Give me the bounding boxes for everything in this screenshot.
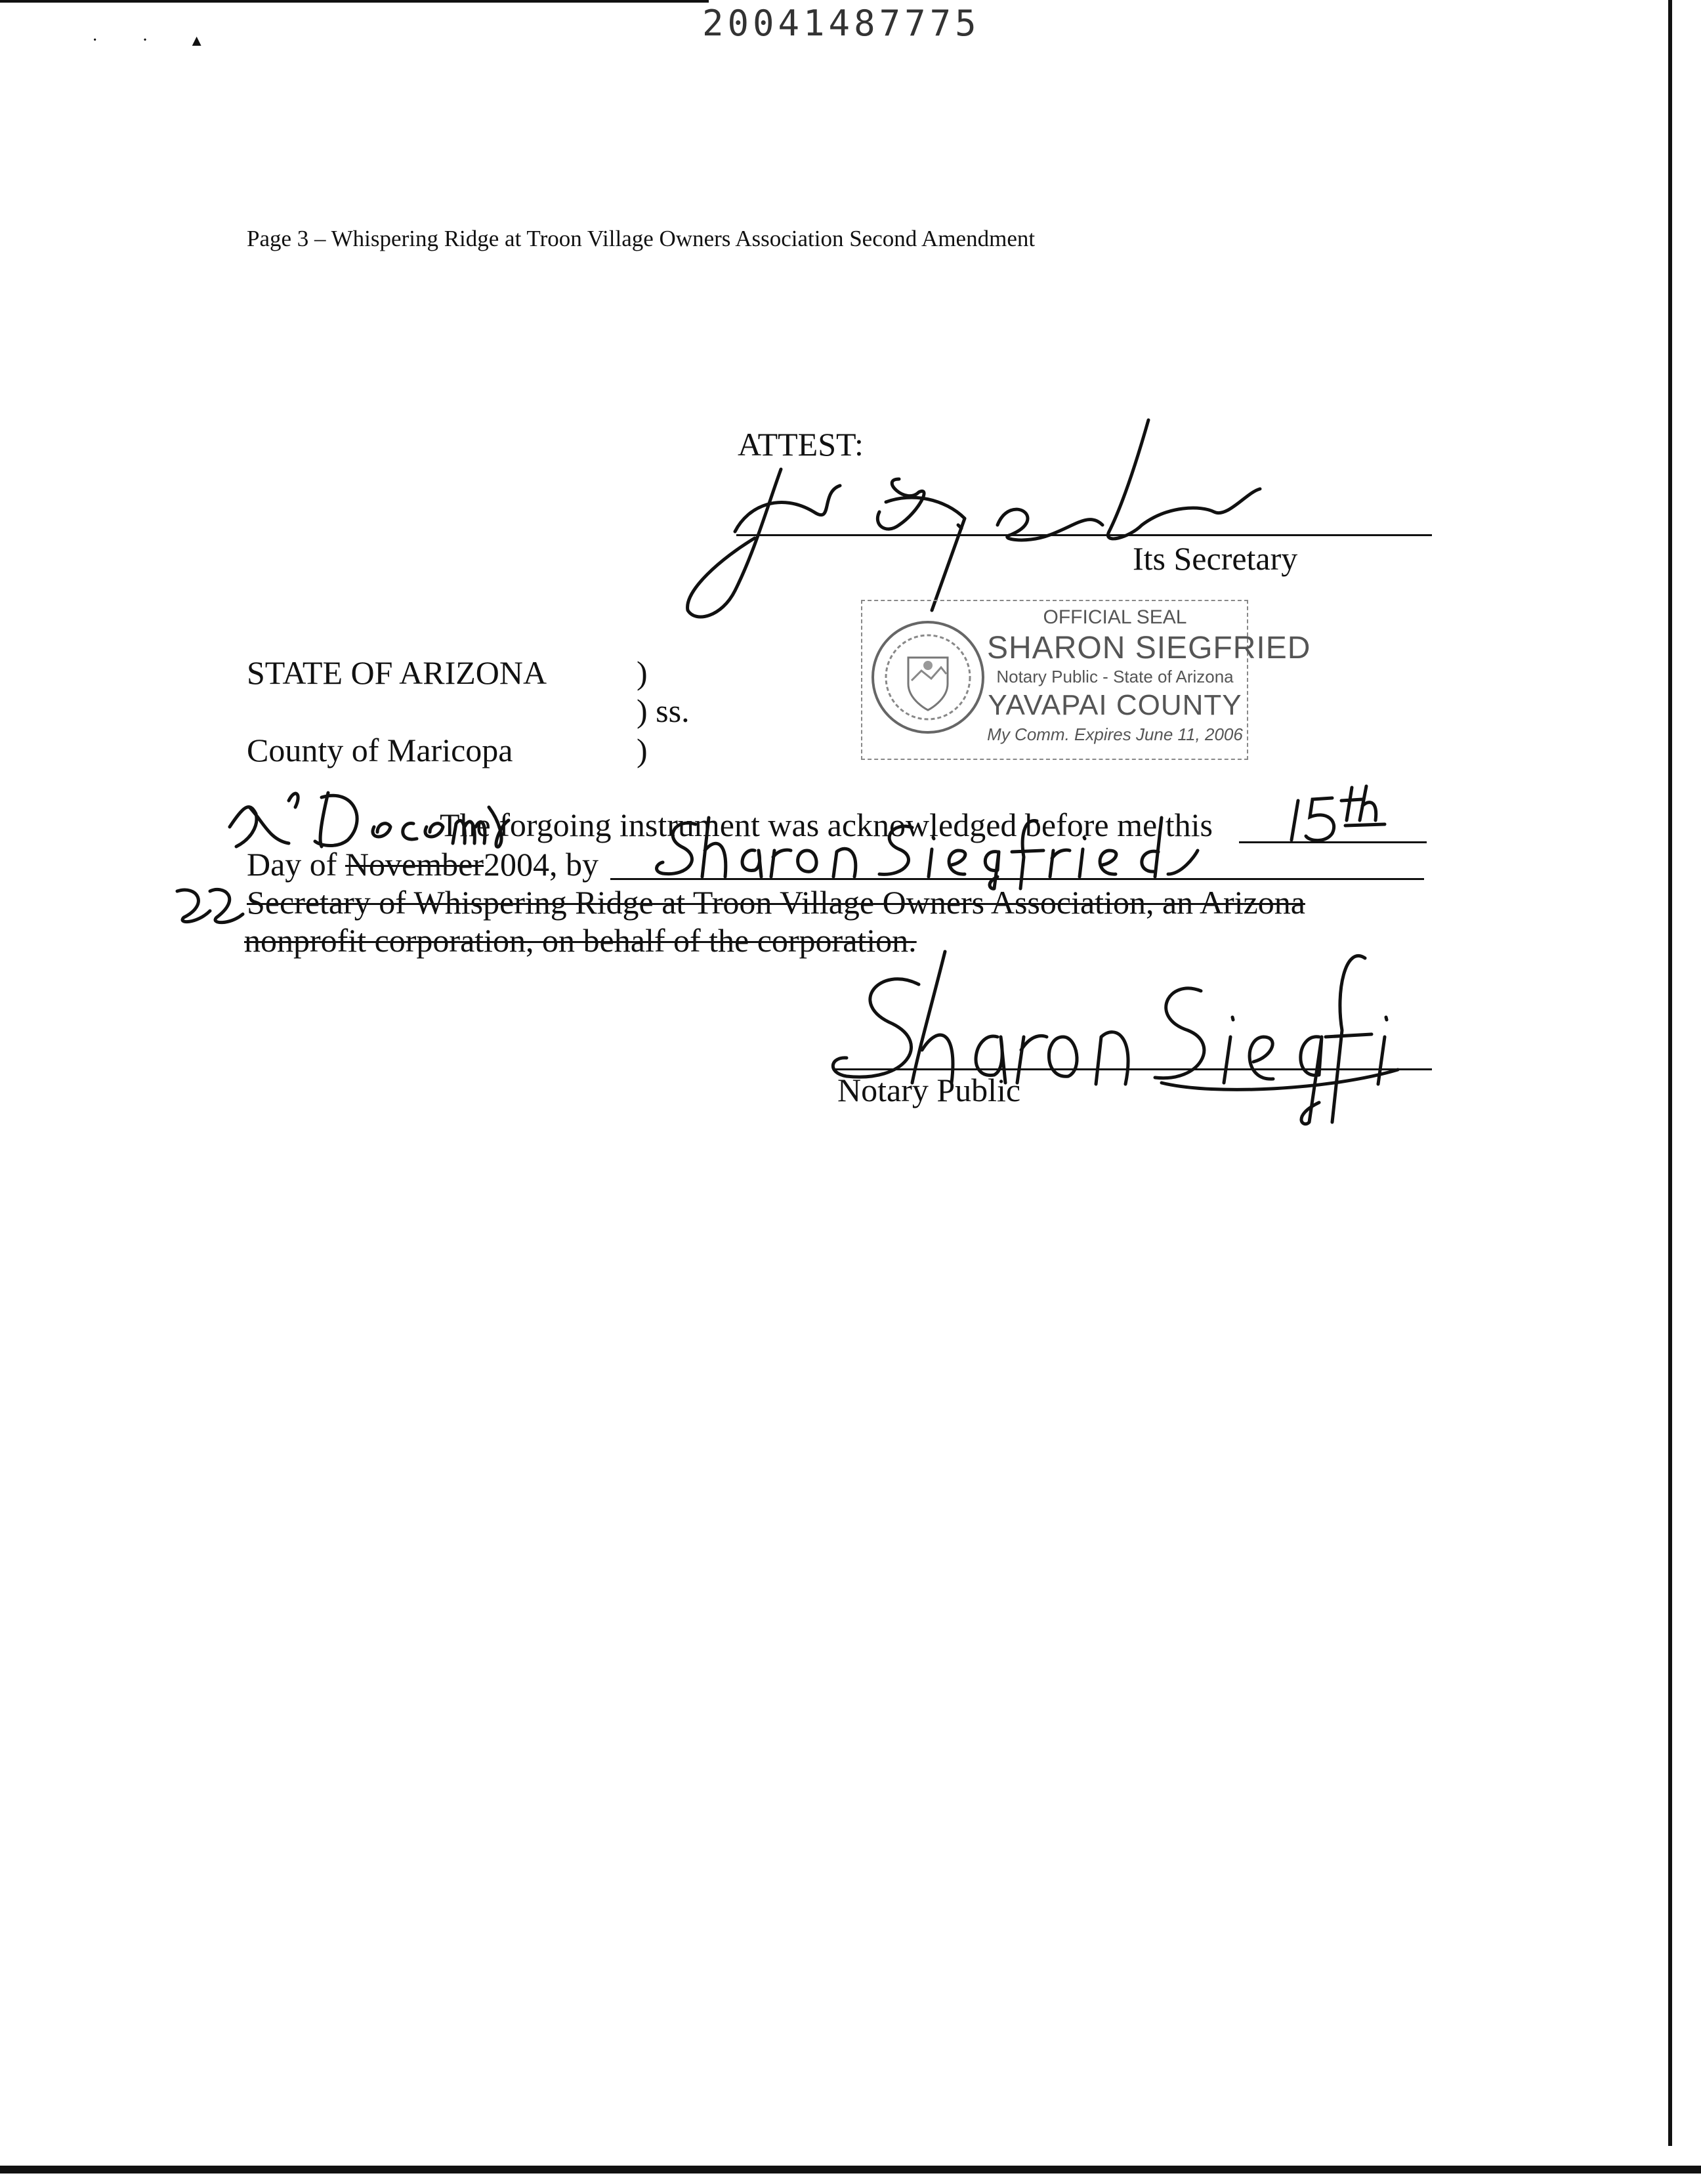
handwritten-initials bbox=[171, 878, 249, 931]
venue-state: STATE OF ARIZONA bbox=[247, 654, 547, 691]
secretary-signature-line bbox=[736, 534, 1432, 536]
attest-label: ATTEST: bbox=[738, 426, 864, 463]
notary-seal bbox=[861, 600, 1311, 760]
scan-border-bottom bbox=[0, 2166, 1701, 2174]
scan-border-top bbox=[0, 0, 709, 3]
acknowledgment-struck-line: nonprofit corporation, on behalf of the corporation. bbox=[244, 922, 917, 959]
seal-line-official: OFFICIAL SEAL bbox=[1043, 606, 1187, 628]
year-by-text: 2004, by bbox=[484, 846, 598, 883]
secretary-signature bbox=[682, 413, 1286, 630]
secretary-title: Its Secretary bbox=[1133, 540, 1298, 577]
handwritten-day-15th bbox=[1286, 781, 1418, 847]
venue-paren: ) bbox=[637, 732, 648, 768]
venue-ss: ) ss. bbox=[637, 692, 690, 729]
scan-specks: · · ▴ bbox=[92, 30, 221, 51]
handwritten-month-december bbox=[223, 781, 512, 860]
seal-line-county: YAVAPAI COUNTY bbox=[988, 689, 1242, 721]
seal-line-expires: My Comm. Expires June 11, 2006 bbox=[987, 724, 1243, 744]
scan-border-right bbox=[1668, 0, 1672, 2146]
state-seal-icon bbox=[869, 618, 987, 736]
month-struck: November bbox=[345, 846, 484, 883]
acknowledgment-line: The forgoing instrument was acknowledged before me this bbox=[440, 807, 1213, 843]
notary-public-label: Notary Public bbox=[837, 1072, 1021, 1108]
seal-line-name: SHARON SIEGFRIED bbox=[987, 631, 1311, 665]
document-number: 20041487775 bbox=[702, 3, 980, 44]
notary-signature-line bbox=[835, 1068, 1432, 1070]
day-of-text: Day of bbox=[247, 846, 337, 883]
acknowledgment-struck-line: Secretary of Whispering Ridge at Troon Village Owners Association, an Arizona bbox=[247, 884, 1305, 921]
venue-paren: ) bbox=[637, 654, 648, 691]
venue-county: County of Maricopa bbox=[247, 732, 513, 768]
handwritten-name-sharon-siegfried bbox=[650, 811, 1201, 890]
seal-line-notary-state: Notary Public - State of Arizona bbox=[996, 667, 1234, 686]
page-header: Page 3 – Whispering Ridge at Troon Village Owners Association Second Amendment bbox=[247, 226, 1036, 251]
